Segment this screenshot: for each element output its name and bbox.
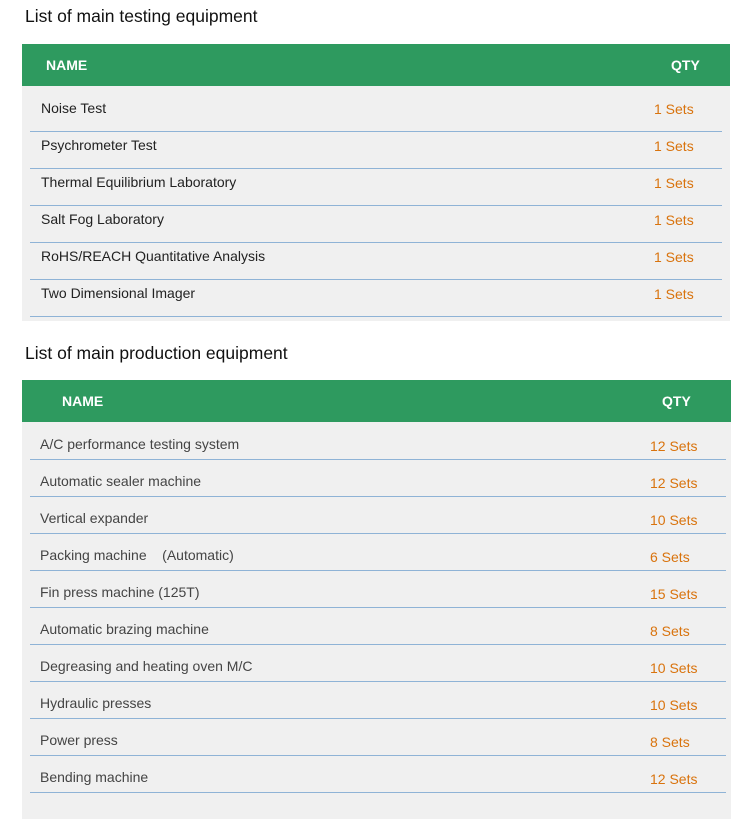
equipment-name: Packing machine (Automatic) <box>40 547 234 563</box>
table-row <box>30 608 726 645</box>
table-row <box>30 571 726 608</box>
equipment-name: Power press <box>40 732 118 748</box>
equipment-qty: 1 Sets <box>654 101 694 117</box>
table-row <box>30 423 726 460</box>
column-header-name: NAME <box>46 57 88 73</box>
table-row <box>30 719 726 756</box>
testing-equipment-table <box>22 44 730 321</box>
column-header-qty: QTY <box>671 57 700 73</box>
equipment-name: Thermal Equilibrium Laboratory <box>41 174 237 190</box>
table-row <box>30 497 726 534</box>
equipment-qty: 10 Sets <box>650 697 698 713</box>
table-row <box>30 170 722 206</box>
equipment-qty: 6 Sets <box>650 549 690 565</box>
equipment-name: Two Dimensional Imager <box>41 285 196 301</box>
column-header-qty: QTY <box>662 393 691 409</box>
equipment-name: RoHS/REACH Quantitative Analysis <box>41 248 266 264</box>
production-section-title: List of main production equipment <box>25 343 288 363</box>
equipment-qty: 8 Sets <box>650 623 690 639</box>
table-row <box>30 244 722 280</box>
equipment-qty: 12 Sets <box>650 438 698 454</box>
equipment-qty: 1 Sets <box>654 212 694 228</box>
table-row <box>30 96 722 132</box>
equipment-name: A/C performance testing system <box>40 436 240 452</box>
equipment-name: Bending machine <box>40 769 149 785</box>
table-row <box>30 133 722 169</box>
table-row <box>30 534 726 571</box>
equipment-name: Hydraulic presses <box>40 695 152 711</box>
table-row <box>30 207 722 243</box>
column-header-name: NAME <box>62 393 104 409</box>
equipment-name: Vertical expander <box>40 510 149 526</box>
production-equipment-table <box>22 380 731 819</box>
table-row <box>30 682 726 719</box>
equipment-qty: 12 Sets <box>650 771 698 787</box>
equipment-qty: 10 Sets <box>650 512 698 528</box>
table-row <box>30 645 726 682</box>
equipment-name: Degreasing and heating oven M/C <box>40 658 253 674</box>
equipment-qty: 1 Sets <box>654 175 694 191</box>
equipment-name: Noise Test <box>41 100 107 116</box>
table-header <box>22 44 730 86</box>
equipment-qty: 15 Sets <box>650 586 698 602</box>
equipment-name: Psychrometer Test <box>41 137 157 153</box>
equipment-name: Fin press machine (125T) <box>40 584 200 600</box>
equipment-qty: 1 Sets <box>654 286 694 302</box>
table-body <box>30 423 726 793</box>
table-row <box>30 756 726 793</box>
equipment-qty: 10 Sets <box>650 660 698 676</box>
equipment-name: Automatic sealer machine <box>40 473 202 489</box>
equipment-name: Salt Fog Laboratory <box>41 211 164 227</box>
equipment-qty: 1 Sets <box>654 138 694 154</box>
equipment-qty: 1 Sets <box>654 249 694 265</box>
table-body <box>30 96 722 317</box>
equipment-qty: 8 Sets <box>650 734 690 750</box>
equipment-name: Automatic brazing machine <box>40 621 209 637</box>
table-header <box>22 380 731 422</box>
table-row <box>30 281 722 317</box>
table-row <box>30 460 726 497</box>
testing-section-title: List of main testing equipment <box>25 6 258 26</box>
equipment-qty: 12 Sets <box>650 475 698 491</box>
